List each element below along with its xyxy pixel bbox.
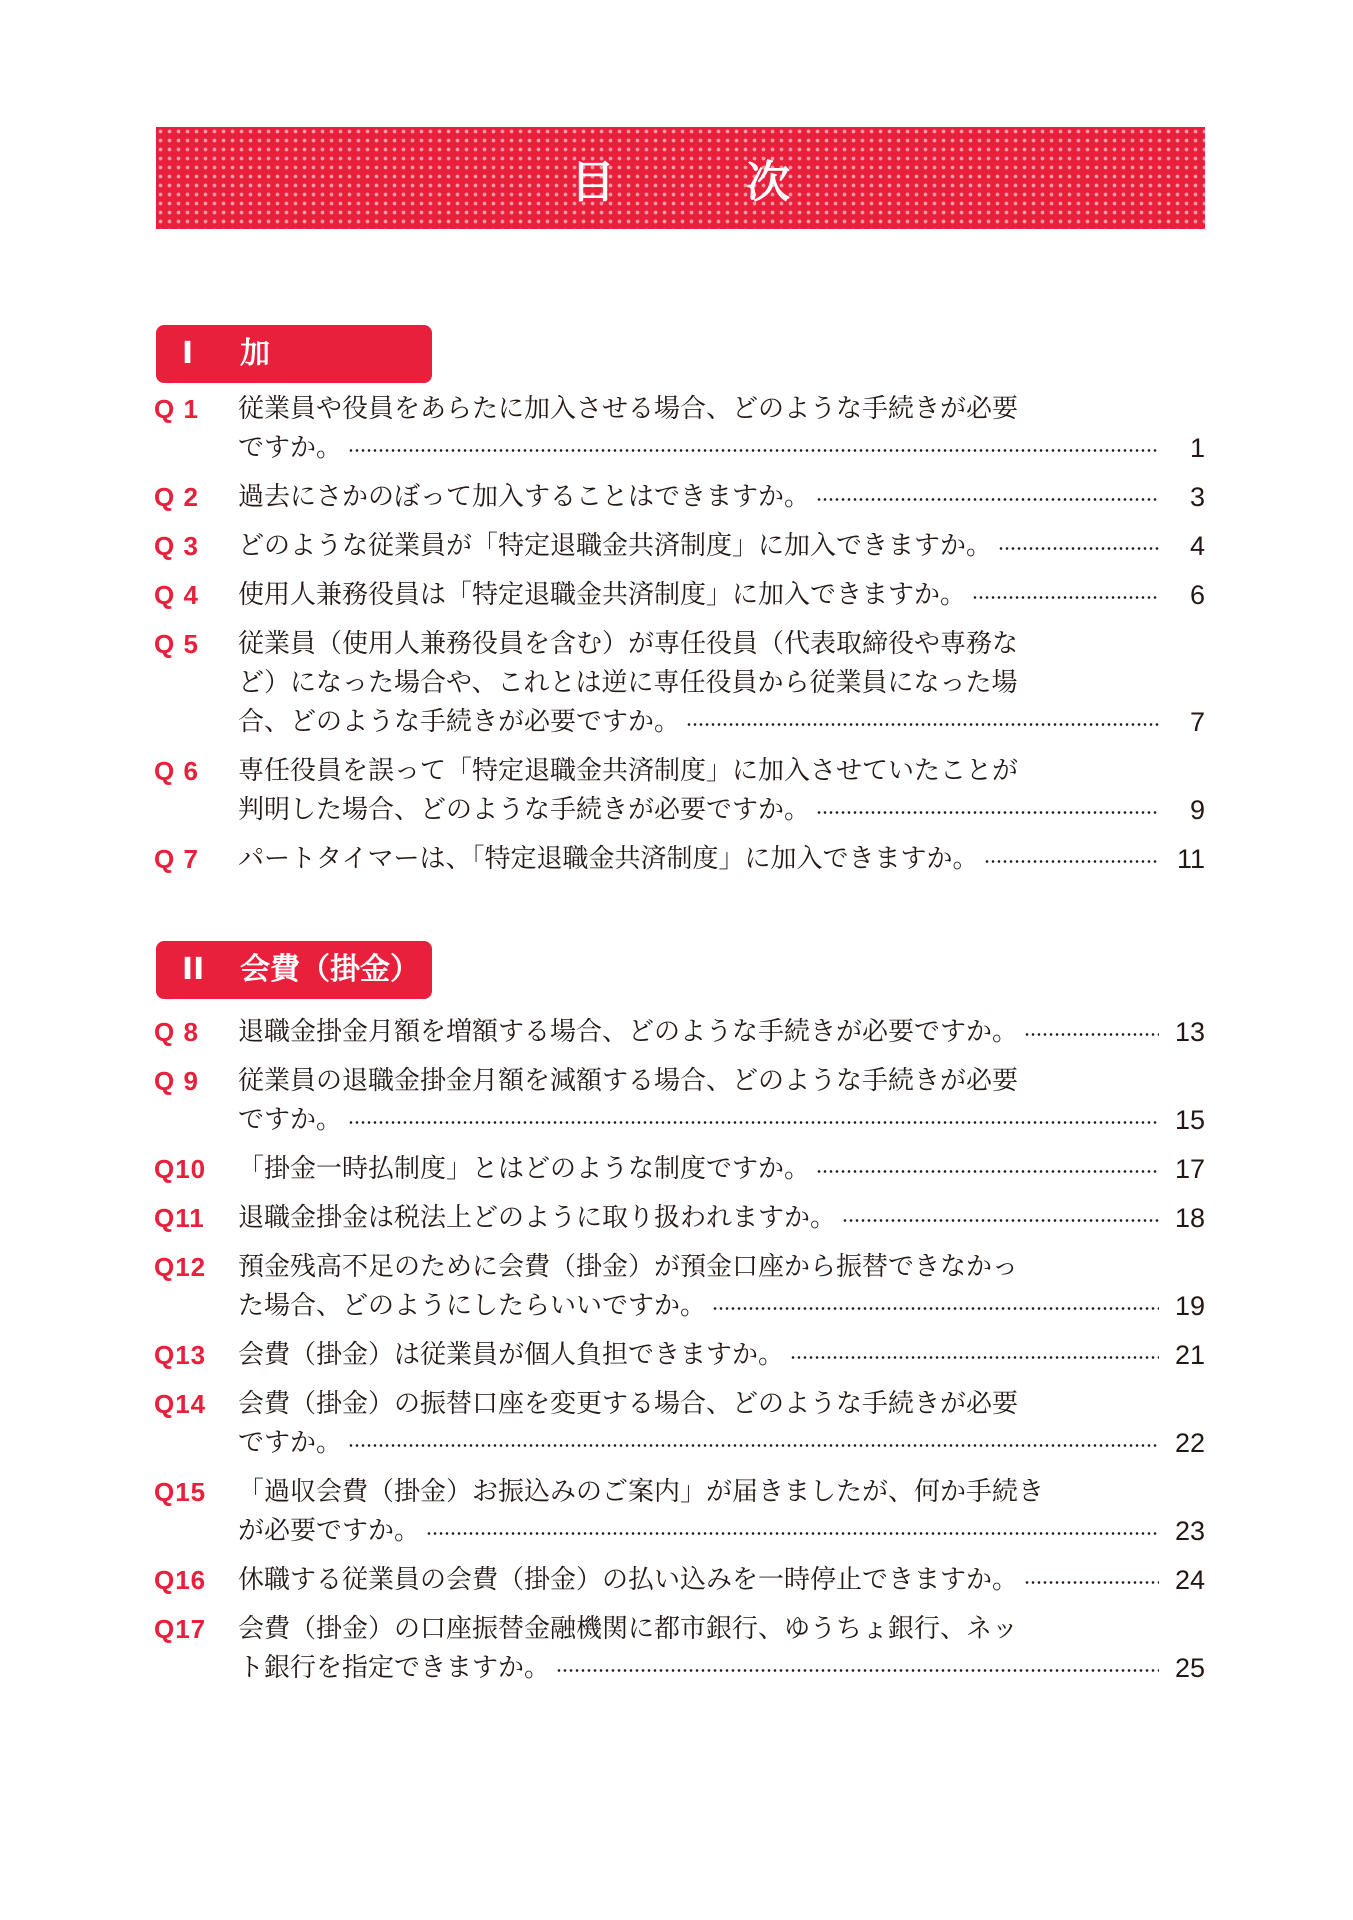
question-text: 会費（掛金）の振替口座を変更する場合、どのような手続きが必要 [238, 1389, 1019, 1419]
question-text: ト銀行を指定できますか。 [238, 1653, 551, 1683]
page-number: 9 [1189, 795, 1205, 825]
dot-leader [348, 449, 1159, 452]
question-line [238, 1560, 1205, 1600]
page-number: 24 [1174, 1565, 1205, 1595]
question-text: ですか。 [238, 1428, 343, 1458]
page-number: 13 [1174, 1017, 1205, 1047]
page-number: 15 [1174, 1105, 1205, 1135]
question-text: ど）になった場合や、これとは逆に専任役員から従業員になった場 [238, 668, 1018, 698]
page-number: 1 [1189, 433, 1205, 463]
page-number: 25 [1174, 1653, 1205, 1683]
page-number: 4 [1189, 531, 1205, 561]
question-line [238, 1061, 1205, 1101]
page-number: 23 [1174, 1516, 1205, 1546]
page-number: 6 [1189, 580, 1205, 610]
question-line [238, 1511, 1205, 1551]
question-text: 専任役員を誤って「特定退職金共済制度」に加入させていたことが [238, 756, 1019, 786]
dot-leader [1024, 1581, 1159, 1584]
question-line [238, 1286, 1205, 1326]
question-text: 退職金掛金月額を増額する場合、どのような手続きが必要ですか。 [238, 1017, 1019, 1047]
question-text: 過去にさかのぼって加入することはできますか。 [238, 482, 811, 512]
question-line [238, 1384, 1205, 1424]
question-number: Q15 [154, 1477, 207, 1507]
question-text: 「掛金一時払制度」とはどのような制度ですか。 [238, 1154, 811, 1184]
page-number: 7 [1189, 707, 1205, 737]
dot-leader [984, 860, 1159, 863]
toc-title-banner [156, 127, 1205, 229]
question-line [238, 1335, 1205, 1375]
question-line [238, 1247, 1205, 1287]
question-text: どのような従業員が「特定退職金共済制度」に加入できますか。 [238, 531, 993, 561]
question-number: Q17 [154, 1614, 207, 1644]
page-number: 11 [1176, 844, 1205, 874]
question-number: Q 9 [154, 1066, 199, 1096]
question-line [238, 1423, 1205, 1463]
question-line [238, 702, 1205, 742]
question-number: Q 8 [154, 1017, 199, 1047]
question-number: Q 5 [154, 629, 199, 659]
question-number: Q 2 [154, 482, 199, 512]
question-number: Q13 [154, 1340, 207, 1370]
question-number: Q 3 [154, 531, 199, 561]
dot-leader [686, 723, 1159, 726]
question-line [238, 575, 1205, 615]
question-text: 退職金掛金は税法上どのように取り扱われますか。 [238, 1203, 837, 1233]
page-number: 17 [1174, 1154, 1205, 1184]
question-line [238, 477, 1205, 517]
page-number: 21 [1174, 1340, 1205, 1370]
page-number: 22 [1174, 1428, 1205, 1458]
question-number: Q16 [154, 1565, 207, 1595]
dot-leader [816, 811, 1159, 814]
question-text: ですか。 [238, 433, 343, 463]
dot-leader [712, 1307, 1159, 1310]
question-text: 従業員（使用人兼務役員を含む）が専任役員（代表取締役や専務な [238, 629, 1019, 659]
question-line [238, 1012, 1205, 1052]
section-title: 加 入 [240, 336, 534, 371]
question-line [238, 839, 1205, 879]
question-text: 従業員の退職金掛金月額を減額する場合、どのような手続きが必要 [238, 1066, 1019, 1096]
question-number: Q14 [154, 1389, 207, 1419]
question-text: ですか。 [238, 1105, 343, 1135]
dot-leader [998, 547, 1159, 550]
question-line [238, 1648, 1205, 1688]
question-text: 従業員や役員をあらたに加入させる場合、どのような手続きが必要 [238, 394, 1019, 424]
dot-leader [1024, 1033, 1159, 1036]
question-number: Q 4 [154, 580, 199, 610]
question-line [238, 1609, 1205, 1649]
page-number: 18 [1174, 1203, 1205, 1233]
page-number: 19 [1174, 1291, 1205, 1321]
section-header-2 [156, 941, 432, 999]
question-line [238, 428, 1205, 468]
question-text: 会費（掛金）の口座振替金融機関に都市銀行、ゆうちょ銀行、ネッ [238, 1614, 1019, 1644]
question-number: Q12 [154, 1252, 207, 1282]
question-number: Q 7 [154, 844, 199, 874]
dot-leader [972, 596, 1159, 599]
question-number: Q 6 [154, 756, 199, 786]
question-number: Q 1 [154, 394, 199, 424]
question-number: Q10 [154, 1154, 207, 1184]
dot-leader [348, 1444, 1159, 1447]
question-line [238, 1149, 1205, 1189]
question-text: 合、どのような手続きが必要ですか。 [238, 707, 681, 737]
question-line [238, 624, 1205, 664]
section-number: II [182, 952, 205, 987]
section-title: 会費（掛金） [240, 952, 420, 987]
question-text: 休職する従業員の会費（掛金）の払い込みを一時停止できますか。 [238, 1565, 1019, 1595]
page-number: 3 [1189, 482, 1205, 512]
section-number: I [182, 336, 194, 371]
question-text: 判明した場合、どのような手続きが必要ですか。 [238, 795, 811, 825]
page-title: 目 次 [570, 157, 849, 208]
question-line [238, 663, 1205, 703]
dot-leader [348, 1121, 1159, 1124]
question-text: 使用人兼務役員は「特定退職金共済制度」に加入できますか。 [238, 580, 967, 610]
question-line [238, 526, 1205, 566]
section-header-1 [156, 325, 534, 383]
dot-leader [426, 1532, 1159, 1535]
dot-leader [790, 1356, 1159, 1359]
question-line [238, 1472, 1205, 1512]
dot-leader [842, 1219, 1159, 1222]
question-line [238, 389, 1205, 429]
question-line [238, 790, 1205, 830]
question-text: 会費（掛金）は従業員が個人負担できますか。 [238, 1340, 785, 1370]
dot-leader [816, 498, 1159, 501]
question-text: た場合、どのようにしたらいいですか。 [238, 1291, 707, 1321]
question-text: パートタイマーは、「特定退職金共済制度」に加入できますか。 [238, 844, 979, 874]
question-number: Q11 [154, 1203, 205, 1233]
dot-leader [556, 1669, 1159, 1672]
question-line [238, 1100, 1205, 1140]
question-line [238, 751, 1205, 791]
question-line [238, 1198, 1205, 1238]
question-text: が必要ですか。 [238, 1516, 421, 1546]
dot-leader [816, 1170, 1159, 1173]
question-text: 預金残高不足のために会費（掛金）が預金口座から振替できなかっ [238, 1252, 1019, 1282]
question-text: 「過収会費（掛金）お振込みのご案内」が届きましたが、何か手続き [238, 1477, 1045, 1507]
